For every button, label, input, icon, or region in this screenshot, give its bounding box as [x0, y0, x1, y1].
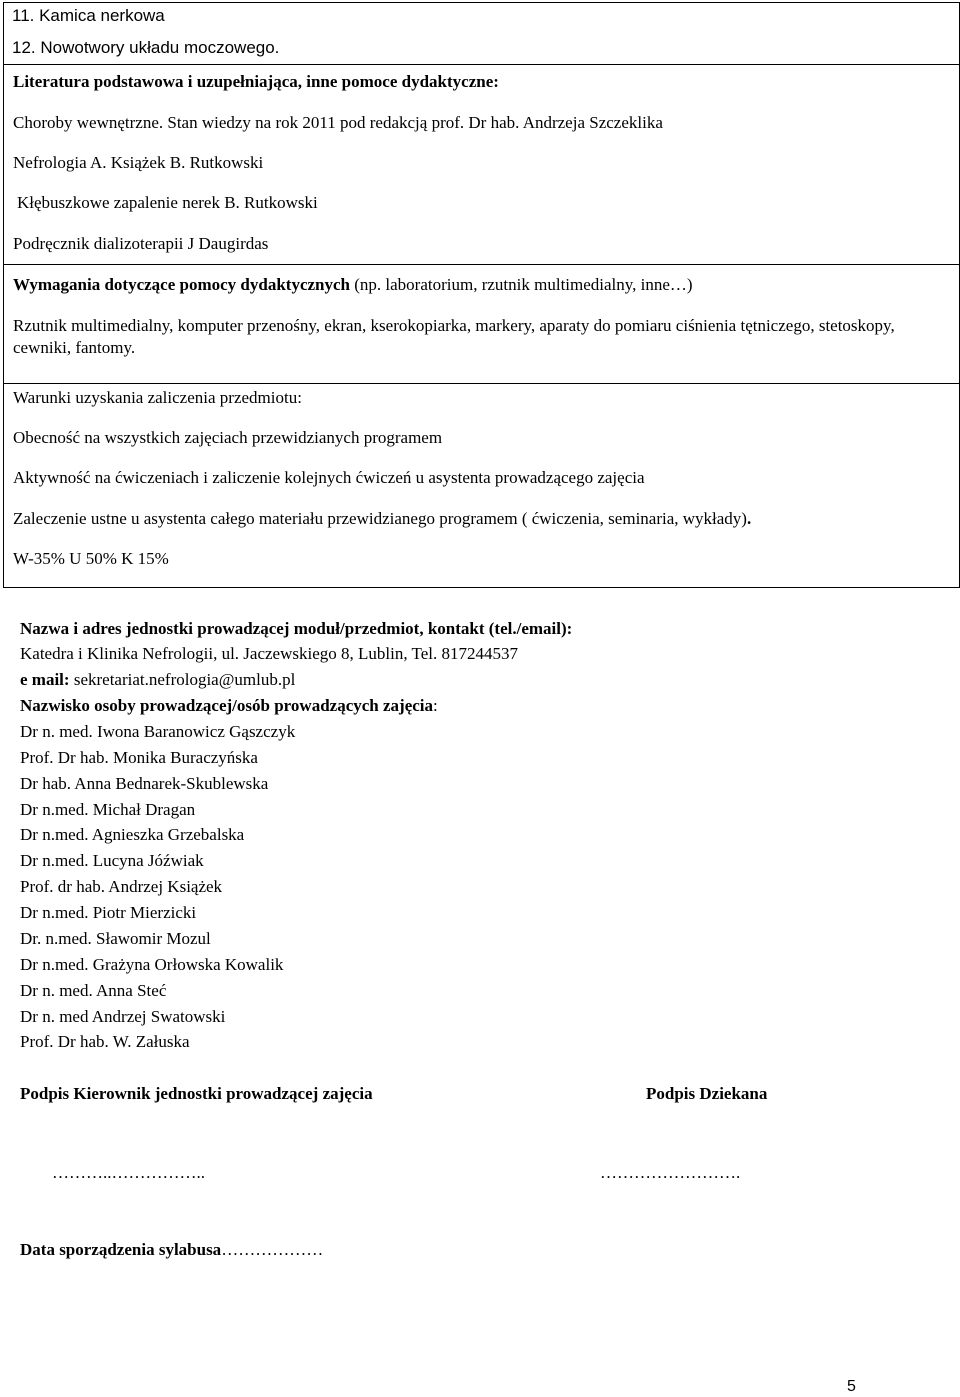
staff-heading-text: Nazwisko osoby prowadzącej/osób prowadzących zajęcia	[20, 696, 434, 715]
date-line	[20, 1241, 323, 1258]
signature-left-label: Podpis Kierownik jednostki prowadzącej zajęcia	[20, 1084, 373, 1103]
requirements-text: Rzutnik multimedialny, komputer przenośny, ekran, kserokopiarka, markery, aparaty do pomiaru ciśnienia tętniczego, stetoskopy, cewniki, fantomy.	[13, 316, 895, 357]
requirements-heading	[13, 276, 693, 293]
staff-member: Dr. n.med. Sławomir Mozul	[20, 929, 211, 948]
staff-member: Prof. Dr hab. W. Załuska	[20, 1032, 190, 1051]
staff-member: Dr n.med. Agnieszka Grzebalska	[20, 825, 245, 844]
literature-item: Nefrologia A. Książek B. Rutkowski	[13, 153, 264, 172]
staff-member: Dr n.med. Michał Dragan	[20, 800, 196, 819]
list-item: 12. Nowotwory układu moczowego.	[12, 38, 280, 57]
staff-member: Dr n. med. Iwona Baranowicz Gąszczyk	[20, 722, 296, 741]
requirements-heading-rest: (np. laboratorium, rzutnik multimedialny, inne…)	[350, 275, 693, 294]
requirements-heading-bold: Wymagania dotyczące pomocy dydaktycznych	[13, 275, 350, 294]
box-top-border	[3, 2, 960, 3]
condition-item: Aktywność na ćwiczeniach i zaliczenie kolejnych ćwiczeń u asystenta prowadzącego zajęcia	[13, 468, 645, 487]
unit-heading: Nazwa i adres jednostki prowadzącej moduł/przedmiot, kontakt (tel./email):	[20, 619, 573, 638]
unit-address: Katedra i Klinika Nefrologii, ul. Jaczewskiego 8, Lublin, Tel. 817244537	[20, 644, 518, 663]
staff-member: Prof. Dr hab. Monika Buraczyńska	[20, 748, 258, 767]
box-left-border	[3, 2, 4, 588]
literature-heading: Literatura podstawowa i uzupełniająca, inne pomoce dydaktyczne:	[13, 72, 499, 91]
condition-item: Zaleczenie ustne u asystenta całego materiału przewidzianego programem ( ćwiczenia, seminaria, wykłady)	[13, 509, 747, 528]
grading-weights: W-35% U 50% K 15%	[13, 549, 169, 568]
date-dots: ………………	[221, 1240, 324, 1259]
signature-right-label: Podpis Dziekana	[646, 1084, 768, 1103]
literature-item: Podręcznik dializoterapii J Daugirdas	[13, 234, 269, 253]
signature-left-dots: ………..……………..	[52, 1163, 205, 1182]
box-divider-3	[3, 383, 960, 384]
conditions-heading: Warunki uzyskania zaliczenia przedmiotu:	[13, 388, 302, 407]
box-divider-1	[3, 64, 960, 65]
email-label: e mail:	[20, 670, 70, 689]
staff-member: Prof. dr hab. Andrzej Książek	[20, 877, 223, 896]
date-label: Data sporządzenia sylabusa	[20, 1240, 222, 1259]
staff-member: Dr n. med. Anna Steć	[20, 981, 167, 1000]
staff-member: Dr hab. Anna Bednarek-Skublewska	[20, 774, 269, 793]
condition-item: Obecność na wszystkich zajęciach przewidzianych programem	[13, 428, 443, 447]
staff-member: Dr n. med Andrzej Swatowski	[20, 1007, 226, 1026]
page-number: 5	[847, 1378, 856, 1395]
staff-member: Dr n.med. Piotr Mierzicki	[20, 903, 197, 922]
email-value: sekretariat.nefrologia@umlub.pl	[69, 670, 296, 689]
staff-heading-colon: :	[433, 696, 438, 715]
staff-member: Dr n.med. Grażyna Orłowska Kowalik	[20, 955, 284, 974]
literature-item: Choroby wewnętrzne. Stan wiedzy na rok 2011 pod redakcją prof. Dr hab. Andrzeja Szczeklika	[13, 113, 663, 132]
condition-item-row	[13, 510, 751, 527]
signature-right-dots: …………………….	[600, 1163, 741, 1182]
list-item: 11. Kamica nerkowa	[12, 6, 165, 25]
condition-item-period: .	[746, 509, 752, 528]
literature-item: Kłębuszkowe zapalenie nerek B. Rutkowski	[17, 193, 318, 212]
staff-member: Dr n.med. Lucyna Jóźwiak	[20, 851, 204, 870]
box-bottom-border	[3, 587, 960, 588]
box-divider-2	[3, 264, 960, 265]
unit-email	[20, 671, 295, 688]
staff-heading	[20, 697, 438, 714]
